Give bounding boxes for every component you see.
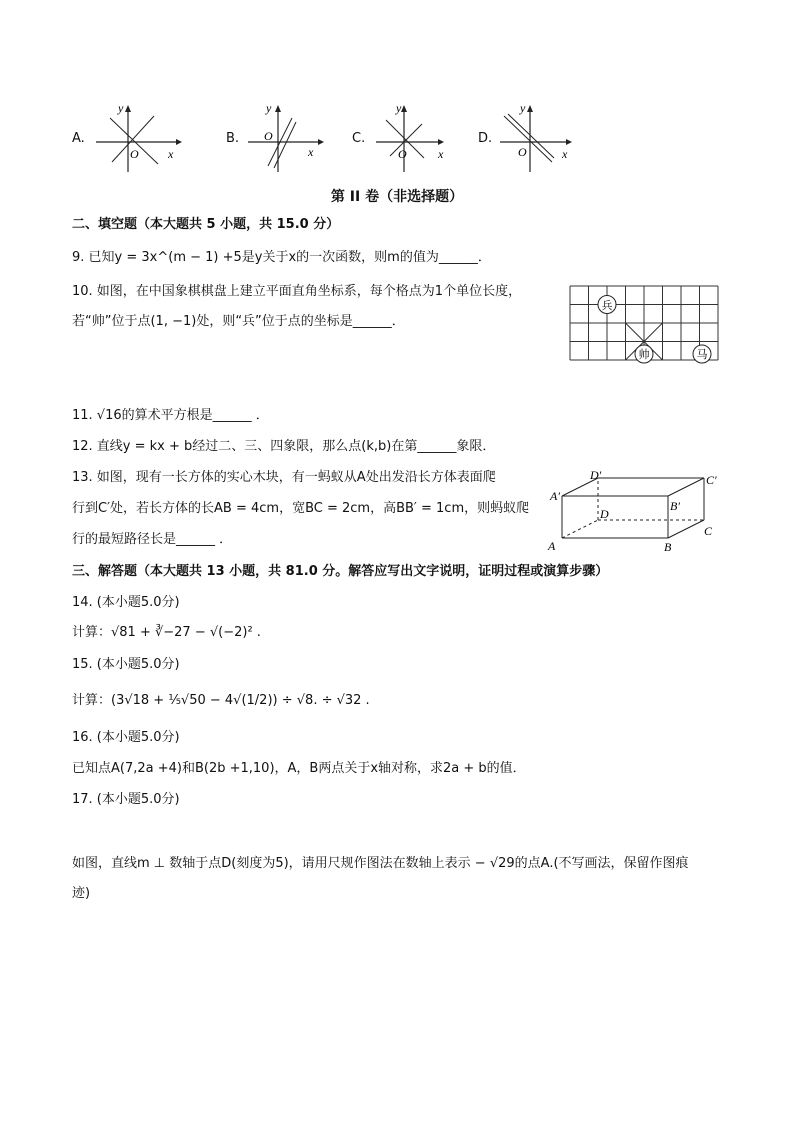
- option-c-graph: [372, 100, 464, 174]
- question-11: 11. √16的算术平方根是______ ．: [72, 408, 269, 423]
- vertex-b1: B′: [670, 499, 680, 513]
- option-c-label: C.: [352, 131, 366, 146]
- axis-y-label: y: [396, 101, 402, 115]
- question-9: 9. 已知y = 3x^(m − 1) +5是y关于x的一次函数，则m的值为______．: [72, 250, 491, 265]
- origin-label: O: [130, 147, 139, 161]
- section2-heading: 二、填空题（本大题共 5 小题，共 15.0 分）: [72, 217, 340, 232]
- question-14-body: 计算：√81 + ∛−27 − √(−2)² .: [72, 625, 261, 640]
- part2-title: 第 II 卷（非选择题）: [330, 189, 464, 205]
- vertex-b: B: [664, 540, 672, 554]
- piece-shuai: 帅: [638, 349, 650, 361]
- section3-heading: 三、解答题（本大题共 13 小题，共 81.0 分。解答应写出文字说明，证明过程或演算步骤）: [72, 564, 609, 579]
- axis-x-label: x: [562, 147, 568, 161]
- option-a-label: A.: [72, 131, 85, 146]
- question-10-line2: 若“帅”位于点(1, −1)处，则“兵”位于点的坐标是______．: [72, 314, 405, 329]
- question-13-line2: 行到C′处，若长方体的长AB = 4cm，宽BC = 2cm，高BB′ = 1cm，则蚂蚁爬: [72, 501, 530, 516]
- vertex-a1: A′: [550, 489, 560, 503]
- question-16-body: 已知点A(7,2a +4)和B(2b +1,10)，A，B两点关于x轴对称，求2a + b的值．: [72, 761, 526, 776]
- axis-x-label: x: [168, 147, 174, 161]
- option-a-graph: [92, 100, 184, 174]
- question-16-head: 16. (本小题5.0分): [72, 730, 180, 745]
- question-12: 12. 直线y = kx + b经过二、三、四象限，那么点(k,b)在第______象限．: [72, 439, 496, 454]
- origin-label: O: [398, 147, 407, 161]
- chess-board-figure: [566, 282, 724, 366]
- question-15-head: 15. (本小题5.0分): [72, 657, 180, 672]
- option-d-graph: [496, 100, 588, 174]
- axis-x-label: x: [308, 145, 314, 159]
- question-17-line1: 如图，直线m ⊥ 数轴于点D(刻度为5)，请用尺规作图法在数轴上表示 − √29的点A.(不写画法，保留作图痕: [72, 856, 689, 871]
- question-13-line3: 行的最短路径长是______ ．: [72, 532, 233, 547]
- question-17-head: 17. (本小题5.0分): [72, 792, 180, 807]
- piece-ma: 马: [696, 349, 708, 361]
- origin-label: O: [264, 129, 273, 143]
- axis-y-label: y: [520, 101, 526, 115]
- axis-x-label: x: [438, 147, 444, 161]
- vertex-a: A: [548, 539, 556, 553]
- vertex-c1: C′: [706, 473, 717, 487]
- option-d-label: D.: [478, 131, 493, 146]
- question-14-head: 14. (本小题5.0分): [72, 595, 180, 610]
- axis-y-label: y: [118, 101, 124, 115]
- vertex-d1: D′: [590, 468, 602, 482]
- question-10-line1: 10. 如图，在中国象棋棋盘上建立平面直角坐标系，每个格点为1个单位长度，: [72, 284, 522, 299]
- vertex-d: D: [600, 507, 609, 521]
- question-13-line1: 13. 如图，现有一长方体的实心木块，有一蚂蚁从A处出发沿长方体表面爬: [72, 470, 496, 485]
- question-17-line2: 迹): [72, 886, 91, 901]
- vertex-c: C: [704, 524, 713, 538]
- cuboid-figure: [544, 468, 724, 554]
- option-b-label: B.: [226, 131, 240, 146]
- axis-y-label: y: [266, 101, 272, 115]
- question-15-body: 计算：(3√18 + ⅕√50 − 4√(1/2)) ÷ √8. ÷ √32 .: [72, 693, 370, 708]
- origin-label: O: [518, 145, 527, 159]
- option-b-graph: [244, 100, 336, 174]
- piece-bing: 兵: [601, 300, 613, 312]
